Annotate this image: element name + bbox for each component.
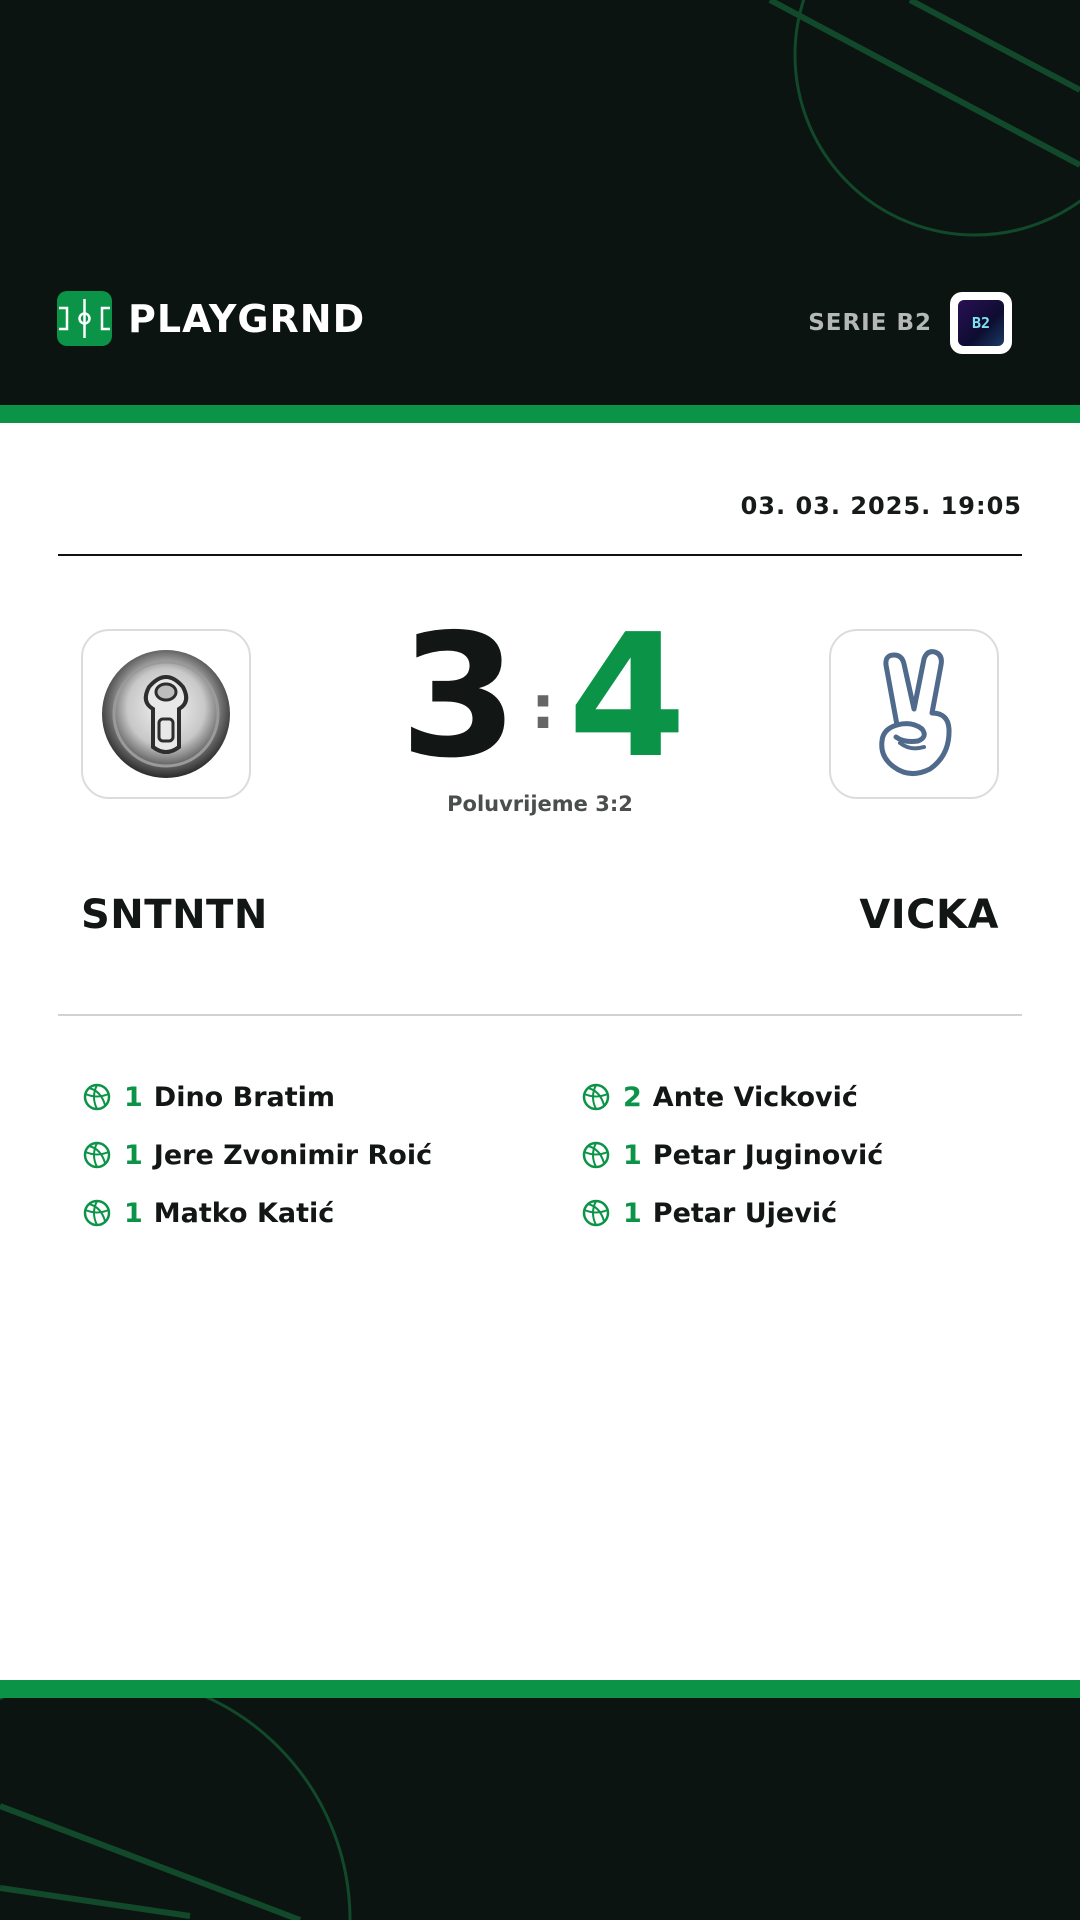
goal-count: 1 — [124, 1139, 143, 1171]
brand-name: PLAYGRND — [128, 296, 366, 341]
goal-count: 1 — [124, 1197, 143, 1229]
goal-count: 1 — [623, 1197, 642, 1229]
halftime-score: Poluvrijeme 3:2 — [447, 792, 633, 816]
divider — [58, 554, 1022, 556]
scorer-row — [83, 1068, 432, 1126]
footer — [0, 1698, 1080, 1920]
score-separator: : — [531, 673, 555, 743]
header-accent-stripe — [0, 405, 1080, 423]
away-team-name: VICKA — [859, 892, 999, 938]
scorer-row — [83, 1126, 432, 1184]
league-badge-text: B2 — [971, 314, 991, 332]
ball-icon — [83, 1141, 111, 1169]
away-team-logo — [829, 629, 999, 799]
ball-icon — [582, 1141, 610, 1169]
header — [0, 0, 1080, 405]
field-lines-decoration — [0, 1698, 1080, 1920]
home-team-name: SNTNTN — [81, 892, 268, 938]
away-score: 4 — [568, 598, 687, 796]
ball-icon — [83, 1083, 111, 1111]
goal-count: 1 — [124, 1081, 143, 1113]
ball-icon — [582, 1083, 610, 1111]
peace-hand-icon — [852, 647, 976, 781]
league-badge-icon — [958, 300, 1004, 346]
player-name: Petar Ujević — [652, 1197, 838, 1229]
league-name: SERIE B2 — [808, 310, 932, 336]
scoreboard — [340, 598, 740, 796]
home-score: 3 — [399, 598, 518, 796]
player-name: Dino Bratim — [153, 1081, 336, 1113]
goal-count: 1 — [623, 1139, 642, 1171]
home-team-logo — [81, 629, 251, 799]
can-tab-icon — [99, 647, 233, 781]
league — [808, 292, 1012, 354]
pitch-icon — [57, 291, 112, 346]
divider — [58, 1014, 1022, 1016]
scorer-row — [582, 1126, 883, 1184]
brand — [57, 291, 365, 346]
away-scorers-list — [582, 1068, 883, 1242]
home-scorers-list — [83, 1068, 432, 1242]
match-datetime: 03. 03. 2025. 19:05 — [740, 492, 1022, 520]
scorer-row — [83, 1184, 432, 1242]
scorer-row — [582, 1184, 883, 1242]
goal-count: 2 — [623, 1081, 642, 1113]
ball-icon — [582, 1199, 610, 1227]
scorer-row — [582, 1068, 883, 1126]
player-name: Matko Katić — [153, 1197, 335, 1229]
footer-accent-stripe — [0, 1680, 1080, 1698]
player-name: Petar Juginović — [652, 1139, 884, 1171]
player-name: Jere Zvonimir Roić — [153, 1139, 433, 1171]
league-badge — [950, 292, 1012, 354]
player-name: Ante Vicković — [652, 1081, 858, 1113]
ball-icon — [83, 1199, 111, 1227]
